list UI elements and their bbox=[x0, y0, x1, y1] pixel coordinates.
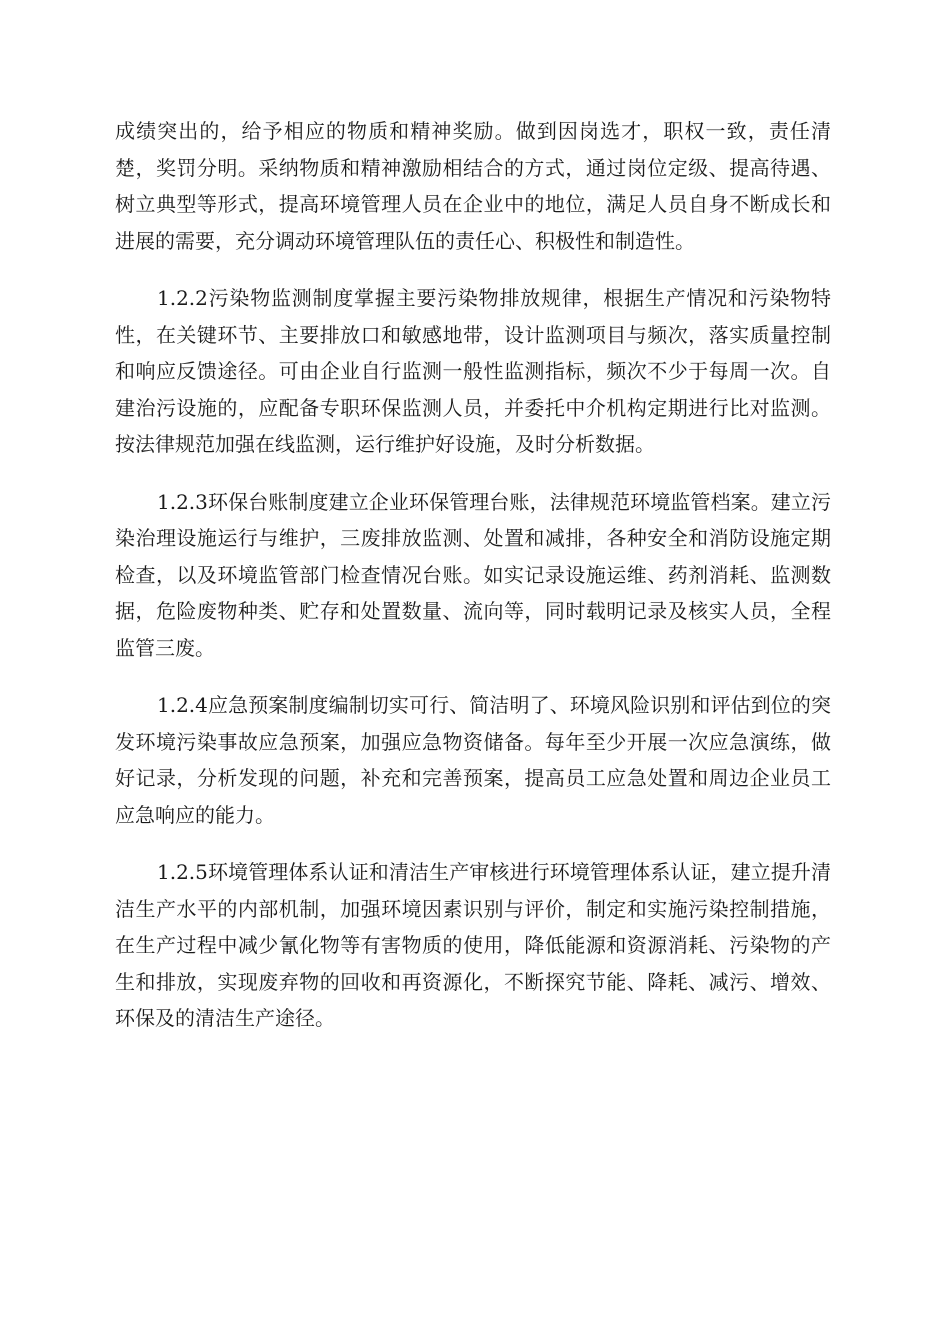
paragraph-1-2-4: 1.2.4应急预案制度编制切实可行、简洁明了、环境风险识别和评估到位的突发环境污染事故应急预案，加强应急物资储备。每年至少开展一次应急演练，做好记录，分析发现的问题，补充和完善预案，提高员工应急处置和周边企业员工应急响应的能力。 bbox=[115, 693, 831, 827]
document-body bbox=[115, 113, 831, 1058]
paragraph-continuation: 成绩突出的，给予相应的物质和精神奖励。做到因岗选才，职权一致，责任清楚，奖罚分明。采纳物质和精神激励相结合的方式，通过岗位定级、提高待遇、树立典型等形式，提高环境管理人员在企业中的地位，满足人员自身不断成长和进展的需要，充分调动环境管理队伍的责任心、积极性和制造性。 bbox=[115, 119, 831, 253]
paragraph-1-2-2: 1.2.2污染物监测制度掌握主要污染物排放规律，根据生产情况和污染物特性，在关键环节、主要排放口和敏感地带，设计监测项目与频次，落实质量控制和响应反馈途径。可由企业自行监测一般性监测指标，频次不少于每周一次。自建治污设施的，应配备专职环保监测人员，并委托中介机构定期进行比对监测。按法律规范加强在线监测，运行维护好设施，及时分析数据。 bbox=[115, 286, 831, 456]
paragraph-1-2-5: 1.2.5环境管理体系认证和清洁生产审核进行环境管理体系认证，建立提升清洁生产水平的内部机制，加强环境因素识别与评价，制定和实施污染控制措施，在生产过程中减少氰化物等有害物质的使用，降低能源和资源消耗、污染物的产生和排放，实现废弃物的回收和再资源化，不断探究节能、降耗、减污、增效、环保及的清洁生产途径。 bbox=[115, 860, 831, 1030]
paragraph-1-2-3: 1.2.3环保台账制度建立企业环保管理台账，法律规范环境监管档案。建立污染治理设施运行与维护，三废排放监测、处置和减排，各种安全和消防设施定期检查，以及环境监管部门检查情况台账。如实记录设施运维、药剂消耗、监测数据，危险废物种类、贮存和处置数量、流向等，同时载明记录及核实人员，全程监管三废。 bbox=[115, 489, 831, 660]
